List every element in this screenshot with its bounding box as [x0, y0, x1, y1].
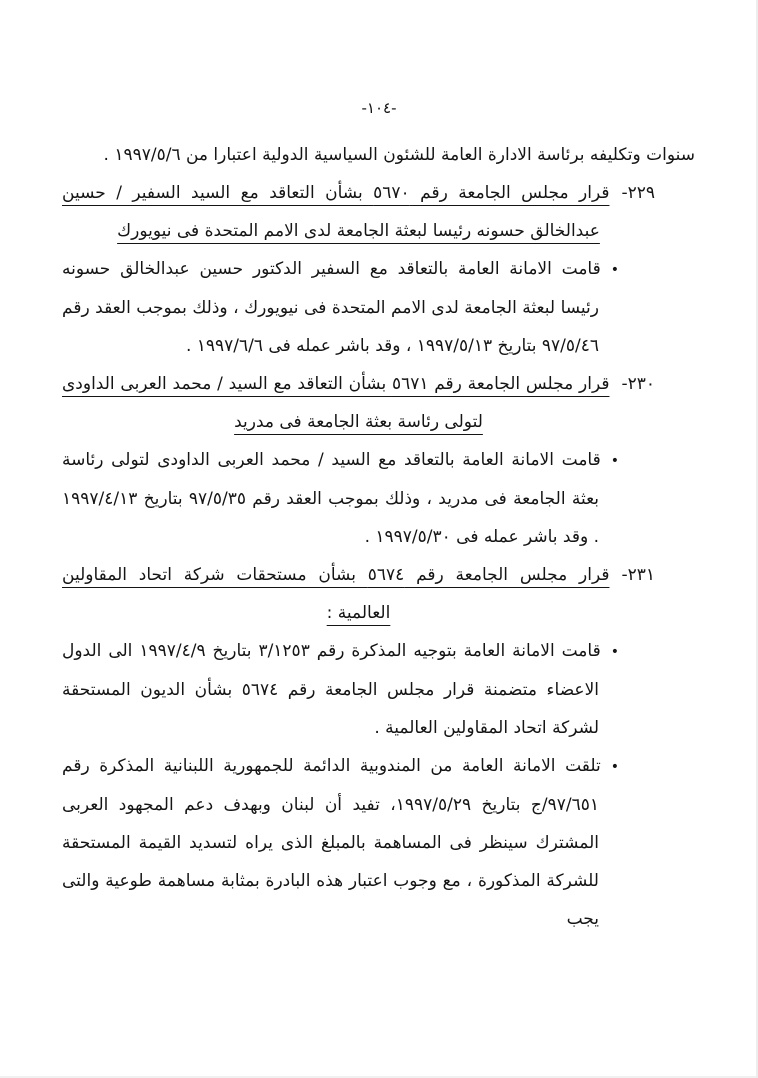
bullet-paragraph — [62, 747, 695, 938]
resolution-item-230 — [62, 365, 695, 441]
bullet-paragraph — [62, 441, 695, 556]
item-number: ٢٣٠- — [621, 374, 656, 394]
resolution-item-229 — [62, 174, 695, 250]
page-number: -١٠٤- — [361, 99, 397, 117]
resolution-item-231 — [62, 556, 695, 632]
continuation-paragraph: سنوات وتكليفه برئاسة الادارة العامة للشئون السياسية الدولية اعتبارا من ١٩٩٧/٥/٦ . — [103, 145, 695, 165]
bullet-icon: • — [610, 262, 619, 278]
bullet-icon: • — [610, 759, 619, 775]
item-number: ٢٢٩- — [621, 183, 656, 203]
bullet-text: قامت الامانة العامة بالتعاقد مع السفير الدكتور حسين عبدالخالق حسونه رئيسا لبعثة الجامعة لدى الامم المتحدة فى نيويورك ، وذلك بموجب العقد رقم ٩٧/٥/٤٦ بتاريخ ١٩٩٧/٥/١٣ ، وقد باشر عمله فى ١٩٩٧/٦/٦ . — [62, 259, 601, 356]
bullet-text: تلقت الامانة العامة من المندوبية الدائمة للجمهورية اللبنانية المذكرة رقم ٩٧/٦٥١/ج بتاريخ ١٩٩٧/٥/٢٩، تفيد أن لبنان وبهدف دعم المجهود العربى المشترك سينظر فى المساهمة بالمبلغ الذى يراه لتسديد القيمة المستحقة للشركة المذكورة ، مع وجوب اعتبار هذه البادرة بمثابة مساهمة طوعية والتى يجب — [62, 756, 601, 929]
bullet-text: قامت الامانة العامة بالتعاقد مع السيد / محمد العربى الداودى لتولى رئاسة بعثة الجامعة فى مدريد ، وذلك بموجب العقد رقم ٩٧/٥/٣٥ بتاريخ ١٩٩٧/٤/١٣ . وقد باشر عمله فى ١٩٩٧/٥/٣٠ . — [62, 450, 601, 547]
bullet-paragraph — [62, 632, 695, 747]
bullet-paragraph — [62, 250, 695, 365]
item-heading: قرار مجلس الجامعة رقم ٥٦٧٤ بشأن مستحقات شركة اتحاد المقاولين العالمية : — [62, 565, 610, 623]
item-heading: قرار مجلس الجامعة رقم ٥٦٧١ بشأن التعاقد مع السيد / محمد العربى الداودى لتولى رئاسة بعثة الجامعة فى مدريد — [62, 374, 610, 432]
bullet-text: قامت الامانة العامة بتوجيه المذكرة رقم ٣/١٢٥٣ بتاريخ ١٩٩٧/٤/٩ الى الدول الاعضاء متضمنة قرار مجلس الجامعة رقم ٥٦٧٤ بشأن الديون المستحقة لشركة اتحاد المقاولين العالمية . — [62, 641, 601, 738]
bullet-icon: • — [610, 453, 619, 469]
bullet-icon: • — [610, 644, 619, 660]
item-number: ٢٣١- — [621, 565, 656, 585]
document-content — [62, 136, 695, 938]
item-heading: قرار مجلس الجامعة رقم ٥٦٧٠ بشأن التعاقد مع السيد السفير / حسين عبدالخالق حسونه رئيسا لبعثة الجامعة لدى الامم المتحدة فى نيويورك — [62, 183, 610, 241]
